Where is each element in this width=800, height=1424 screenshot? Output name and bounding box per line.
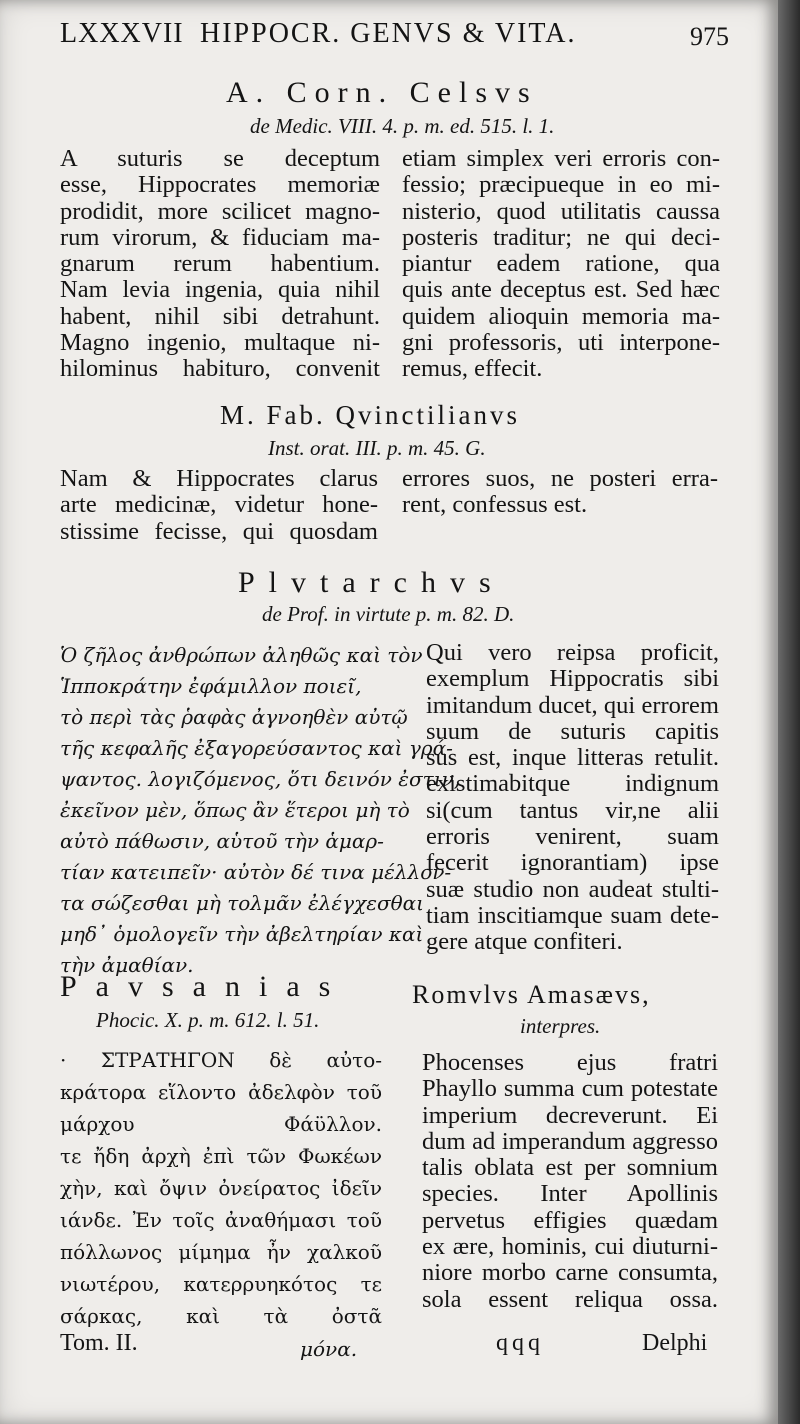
celsus-right-column bbox=[402, 146, 720, 383]
text-line: μηδ᾽ ὁμολογεῖν τὴν ἀβελτηρίαν καὶ bbox=[60, 922, 424, 946]
text-line: posteris traditur; ne qui deci- bbox=[402, 224, 720, 251]
running-head-left: LXXXVII bbox=[60, 18, 184, 49]
text-line: erroris venirent, suam bbox=[426, 824, 719, 851]
text-line: sola essent reliqua ossa. bbox=[422, 1286, 718, 1313]
text-line: ιάνδε. Ἐν τοῖς ἀναθήμασι τοῦ bbox=[60, 1208, 382, 1232]
text-line: quis ante deceptus est. Sed hæc bbox=[402, 277, 720, 304]
section-subtitle-celsus: de Medic. VIII. 4. p. m. ed. 515. l. 1. bbox=[250, 114, 555, 138]
catchword-greek: μόνα. bbox=[300, 1337, 358, 1361]
text-line: Phocenses ejus fratri bbox=[422, 1050, 718, 1076]
quintilianus-left-column bbox=[60, 466, 378, 545]
text-line: species. Inter Apollinis bbox=[422, 1181, 718, 1208]
text-line: suæ studio non audeat stulti- bbox=[426, 876, 719, 903]
text-line: τῆς κεφαλῆς ἐξαγορεύσαντος καὶ γρά- bbox=[60, 736, 453, 760]
section-title-celsus: A. Corn. Celsvs bbox=[226, 76, 538, 109]
text-line: prodidit, more scilicet magno- bbox=[60, 198, 380, 225]
pausanias-greek-column bbox=[60, 1044, 382, 1332]
text-line: nisterio, quod utilitatis caussa bbox=[402, 198, 720, 225]
text-line: rent, confessus est. bbox=[402, 492, 588, 519]
text-line: fecerit ignorantiam) ipse bbox=[426, 850, 719, 877]
text-line: gnarum rerum habentium. bbox=[60, 251, 380, 278]
catchword: Delphi bbox=[642, 1330, 708, 1356]
text-line: gni professoris, uti interpone- bbox=[402, 330, 720, 357]
text-line: A suturis se deceptum bbox=[60, 146, 380, 172]
text-line: piantur eadem ratione, qua bbox=[402, 251, 720, 278]
text-line: niore morbo carne consumta, bbox=[422, 1260, 718, 1287]
text-line: Phayllo summa cum potestate bbox=[422, 1076, 718, 1103]
text-line: Nam & Hippocrates clarus bbox=[60, 466, 378, 492]
text-line: errores suos, ne posteri erra- bbox=[402, 466, 718, 492]
text-line: imitandum ducet, qui errorem bbox=[426, 692, 719, 719]
text-line: Nam levia ingenia, quia nihil bbox=[60, 277, 380, 304]
text-line: esse, Hippocrates memoriæ bbox=[60, 172, 380, 199]
text-line: τίαν κατειπεῖν· αὐτὸν δέ τινα μέλλον- bbox=[60, 860, 452, 884]
text-line: ἐκεῖνον μὲν, ὅπως ἂν ἕτεροι μὴ τὸ bbox=[60, 798, 410, 822]
text-line: κράτορα εἵλοντο ἀδελφὸν τοῦ bbox=[60, 1080, 382, 1104]
text-line: remus, effecit. bbox=[402, 356, 543, 383]
text-line: etiam simplex veri erroris con- bbox=[402, 146, 720, 172]
text-line: fessio; præcipueque in eo mi- bbox=[402, 172, 720, 199]
text-line: σάρκας, καὶ τὰ ὀστᾶ bbox=[60, 1304, 382, 1328]
text-line: sus est, inque litteras retulit. bbox=[426, 745, 719, 772]
section-title-quintilianus: M. Fab. Qvinctilianvs bbox=[220, 400, 520, 430]
text-line: μάρχου Φάϋλλον. bbox=[60, 1112, 382, 1136]
text-line: si(cum tantus vir,ne alii bbox=[426, 797, 719, 824]
quintilianus-right-column bbox=[402, 466, 718, 519]
section-title-plutarchus: Plvtarchvs bbox=[238, 566, 505, 599]
section-subtitle-romulus: interpres. bbox=[520, 1014, 601, 1038]
text-line: Ὁ ζῆλος ἀνθρώπων ἀληθῶς καὶ τὸν bbox=[60, 643, 423, 667]
section-title-romulus: Romvlvs Amasævs, bbox=[412, 980, 651, 1009]
running-head-title: HIPPOCR. GENVS & VITA. bbox=[200, 18, 577, 49]
text-line: existimabitque indignum bbox=[426, 771, 719, 798]
text-line: τε ἤδη ἀρχὴ ἐπὶ τῶν Φωκέων bbox=[60, 1144, 382, 1168]
text-line: ex ære, hominis, cui diuturni- bbox=[422, 1234, 718, 1261]
celsus-left-column bbox=[60, 146, 380, 383]
text-line: tiam inscitiamque suam dete- bbox=[426, 902, 719, 929]
text-line: Qui vero reipsa proficit, bbox=[426, 640, 719, 666]
text-line: rum virorum, & fiduciam ma- bbox=[60, 224, 380, 251]
text-line: νιωτέρου, κατερρυηκότος τε bbox=[60, 1272, 382, 1296]
text-line: suum de suturis capitis bbox=[426, 718, 719, 745]
section-subtitle-pausanias: Phocic. X. p. m. 612. l. 51. bbox=[96, 1008, 320, 1032]
text-line: gere atque confiteri. bbox=[426, 929, 623, 956]
text-line: arte medicinæ, videtur hone- bbox=[60, 492, 378, 519]
text-line: αὐτὸ πάθωσιν, αὑτοῦ τὴν ἁμαρ- bbox=[60, 829, 384, 853]
text-line: exemplum Hippocratis sibi bbox=[426, 666, 719, 693]
volume-mark: Tom. II. bbox=[60, 1330, 138, 1356]
text-line: pervetus effigies quædam bbox=[422, 1207, 718, 1234]
text-line: stissime fecisse, qui quosdam bbox=[60, 518, 378, 545]
text-line: habent, nihil sibi detrahunt. bbox=[60, 303, 380, 330]
text-line: τὸ περὶ τὰς ῥαφὰς ἀγνοηθὲν αὐτῷ bbox=[60, 705, 408, 729]
text-line: imperium decreverunt. Ei bbox=[422, 1102, 718, 1129]
text-line: χὴν, καὶ ὄψιν ὀνείρατος ἰδεῖν bbox=[60, 1176, 382, 1200]
section-subtitle-quintilianus: Inst. orat. III. p. m. 45. G. bbox=[268, 436, 486, 460]
text-line: τὴν ἀμαθίαν. bbox=[60, 953, 194, 977]
text-line: ψαντος. λογιζόμενος, ὅτι δεινόν ἐστιν, bbox=[60, 767, 461, 791]
text-line: · ΣΤΡΑΤΗΓΟΝ δὲ αὐτο- bbox=[60, 1048, 382, 1072]
plutarchus-greek-column bbox=[60, 640, 461, 981]
text-line: dum ad imperandum aggresso bbox=[422, 1128, 718, 1155]
section-subtitle-plutarchus: de Prof. in virtute p. m. 82. D. bbox=[262, 602, 515, 626]
text-line: Magno ingenio, multaque ni- bbox=[60, 330, 380, 357]
text-line: πόλλωνος μίμημα ἦν χαλκοῦ bbox=[60, 1240, 382, 1264]
text-line: Ἱπποκράτην ἐφάμιλλον ποιεῖ, bbox=[60, 674, 362, 698]
text-line: hilominus habituro, convenit bbox=[60, 356, 380, 383]
plutarchus-latin-column bbox=[426, 640, 719, 956]
romulus-latin-column bbox=[422, 1050, 718, 1313]
text-line: quidem alioquin memoria ma- bbox=[402, 303, 720, 330]
text-line: talis oblata est per somnium bbox=[422, 1155, 718, 1182]
text-line: τα σώζεσθαι μὴ τολμᾶν ἐλέγχεσθαι bbox=[60, 891, 424, 915]
page-edge-shadow bbox=[778, 0, 800, 1424]
signature-mark: qqq bbox=[496, 1330, 544, 1356]
page-number: 975 bbox=[690, 22, 729, 51]
section-title-pausanias: Pavsanias bbox=[60, 970, 350, 1003]
